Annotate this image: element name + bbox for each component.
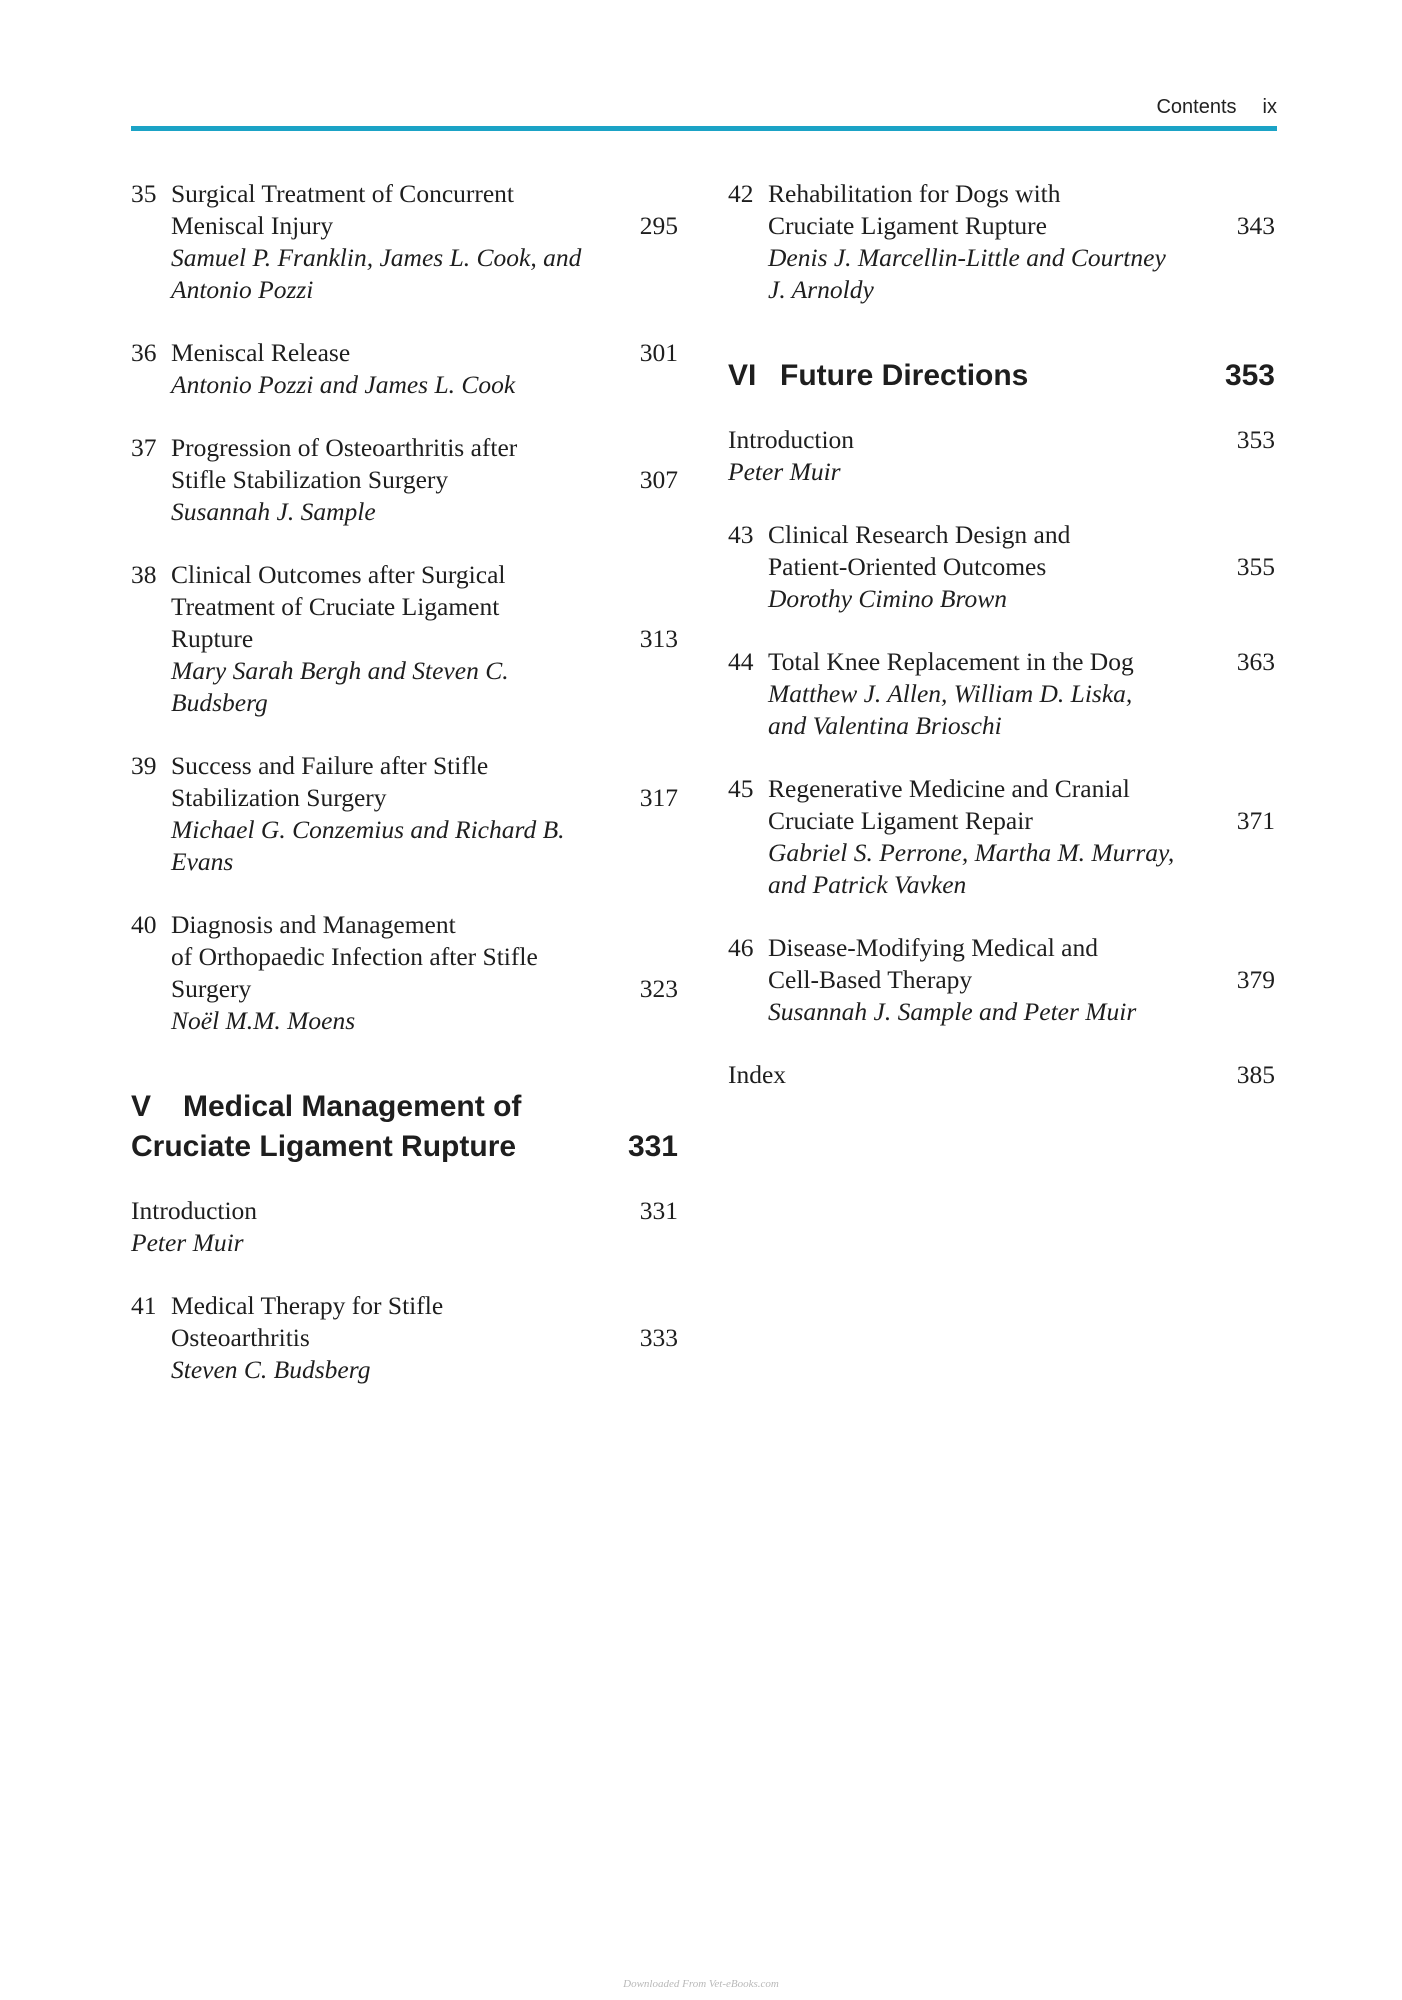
entry-page-number: 301 — [639, 338, 678, 367]
part-heading-row — [728, 356, 1275, 396]
entry-title: Surgical Treatment of Concurrent Meniscal Injury — [171, 179, 515, 240]
toc-title-row — [768, 519, 1275, 583]
toc-title-row — [768, 646, 1275, 678]
toc-title-row — [768, 773, 1275, 837]
part-heading — [728, 356, 1275, 396]
toc-entry-body — [171, 559, 678, 719]
entry-page-number: 331 — [639, 1196, 678, 1225]
entry-authors: Dorothy Cimino Brown — [768, 584, 1007, 613]
entry-page-number: 295 — [639, 211, 678, 240]
toc-left-column — [131, 178, 678, 1417]
entry-authors: Samuel P. Franklin, James L. Cook, and Antonio Pozzi — [171, 243, 582, 304]
entry-title: Meniscal Release — [171, 338, 351, 367]
entry-page-number: 371 — [1236, 806, 1275, 835]
toc-entry-row — [728, 646, 1275, 742]
footer-watermark: Downloaded From Vet-eBooks.com — [623, 1978, 779, 1990]
toc-right-column — [728, 178, 1275, 1122]
toc-entry-body — [171, 909, 678, 1037]
toc-title-row — [171, 909, 678, 1005]
entry-page-number: 363 — [1236, 647, 1275, 676]
entry-title: Regenerative Medicine and Cranial Cruciate Ligament Repair — [768, 774, 1130, 835]
part-number: V — [131, 1090, 152, 1123]
toc-title-row — [171, 750, 678, 814]
chapter-number: 45 — [728, 774, 754, 803]
toc-entry-body — [768, 932, 1275, 1028]
entry-page-number: 379 — [1236, 965, 1275, 994]
toc-entry-body — [171, 432, 678, 528]
part-heading-text — [728, 356, 1028, 396]
toc-entry-body — [768, 178, 1275, 306]
toc-entry-body — [728, 1059, 1275, 1091]
entry-title: Diagnosis and Management of Orthopaedic Infection after Stifle Surgery — [171, 910, 538, 1003]
toc-title-row — [171, 178, 678, 242]
chapter-number: 38 — [131, 560, 157, 589]
toc-title-row — [171, 432, 678, 496]
entry-page-number: 385 — [1236, 1060, 1275, 1089]
entry-title: Introduction — [728, 425, 855, 454]
toc-section-entry[interactable] — [131, 1195, 678, 1259]
toc-entry-row — [131, 750, 678, 878]
toc-chapter-entry[interactable] — [131, 559, 678, 719]
toc-entry-row — [728, 773, 1275, 901]
toc-title-row — [171, 559, 678, 655]
chapter-number: 41 — [131, 1291, 157, 1320]
toc-entry-body — [171, 337, 678, 401]
toc-title-row — [131, 1195, 678, 1227]
toc-chapter-entry[interactable] — [131, 337, 678, 401]
toc-chapter-entry[interactable] — [131, 178, 678, 306]
entry-authors: Matthew J. Allen, William D. Liska, and Valentina Brioschi — [768, 679, 1133, 740]
toc-chapter-entry[interactable] — [131, 432, 678, 528]
toc-entry-row — [131, 559, 678, 719]
toc-entry-row — [728, 932, 1275, 1028]
toc-entry-body — [171, 1290, 678, 1386]
chapter-number: 40 — [131, 910, 157, 939]
entry-authors: Peter Muir — [131, 1228, 244, 1257]
toc-chapter-entry[interactable] — [131, 1290, 678, 1386]
running-head-page-number: ix — [1262, 96, 1277, 118]
chapter-number: 36 — [131, 338, 157, 367]
toc-entry-row — [131, 909, 678, 1037]
toc-title-row — [728, 424, 1275, 456]
toc-chapter-entry[interactable] — [131, 750, 678, 878]
toc-entry-row — [131, 432, 678, 528]
entry-page-number: 333 — [639, 1323, 678, 1352]
entry-authors: Denis J. Marcellin-Little and Courtney J. Arnoldy — [768, 243, 1166, 304]
chapter-number: 37 — [131, 433, 157, 462]
entry-title: Index — [728, 1060, 787, 1089]
toc-title-row — [171, 1290, 678, 1354]
toc-chapter-entry[interactable] — [728, 519, 1275, 615]
entry-page-number: 317 — [639, 783, 678, 812]
chapter-number: 43 — [728, 520, 754, 549]
part-heading-text — [131, 1087, 521, 1167]
toc-title-row — [728, 1059, 1275, 1091]
part-title: Future Directions — [780, 359, 1029, 392]
entry-page-number: 307 — [639, 465, 678, 494]
entry-page-number: 323 — [639, 974, 678, 1003]
toc-chapter-entry[interactable] — [728, 646, 1275, 742]
toc-entry-body — [768, 519, 1275, 615]
toc-entry-row — [728, 178, 1275, 306]
part-number: VI — [728, 359, 757, 392]
toc-entry-row — [131, 1290, 678, 1386]
entry-title: Progression of Osteoarthritis after Stifle Stabilization Surgery — [171, 433, 518, 494]
toc-entry-body — [768, 773, 1275, 901]
entry-authors: Peter Muir — [728, 457, 841, 486]
toc-entry-row — [131, 337, 678, 401]
toc-chapter-entry[interactable] — [728, 178, 1275, 306]
toc-entry-row — [728, 1059, 1275, 1091]
toc-title-row — [768, 178, 1275, 242]
entry-authors: Steven C. Budsberg — [171, 1355, 371, 1384]
entry-authors: Mary Sarah Bergh and Steven C. Budsberg — [171, 656, 509, 717]
toc-entry-body — [171, 750, 678, 878]
toc-chapter-entry[interactable] — [728, 773, 1275, 901]
toc-entry-row — [728, 424, 1275, 488]
entry-authors: Noël M.M. Moens — [171, 1006, 356, 1035]
part-title: Medical Management of Cruciate Ligament Rupture — [131, 1090, 522, 1163]
toc-chapter-entry[interactable] — [728, 932, 1275, 1028]
toc-chapter-entry[interactable] — [131, 909, 678, 1037]
toc-entry-row — [728, 519, 1275, 615]
toc-entry-body — [131, 1195, 678, 1259]
toc-section-entry[interactable] — [728, 424, 1275, 488]
chapter-number: 39 — [131, 751, 157, 780]
part-page-number: 331 — [627, 1130, 678, 1163]
entry-title: Clinical Outcomes after Surgical Treatment of Cruciate Ligament Rupture — [171, 560, 506, 653]
entry-title: Success and Failure after Stifle Stabilization Surgery — [171, 751, 489, 812]
entry-authors: Susannah J. Sample — [171, 497, 376, 526]
entry-title: Introduction — [131, 1196, 258, 1225]
chapter-number: 35 — [131, 179, 157, 208]
chapter-number: 44 — [728, 647, 754, 676]
toc-title-row — [768, 932, 1275, 996]
entry-authors: Gabriel S. Perrone, Martha M. Murray, and Patrick Vavken — [768, 838, 1175, 899]
entry-page-number: 355 — [1236, 552, 1275, 581]
chapter-number: 46 — [728, 933, 754, 962]
toc-entry-body — [768, 646, 1275, 742]
running-head — [1156, 96, 1277, 119]
chapter-number: 42 — [728, 179, 754, 208]
toc-title-row — [171, 337, 678, 369]
part-page-number: 353 — [1224, 359, 1275, 392]
entry-authors: Susannah J. Sample and Peter Muir — [768, 997, 1137, 1026]
entry-title: Clinical Research Design and Patient-Oriented Outcomes — [768, 520, 1071, 581]
toc-entry-body — [728, 424, 1275, 488]
entry-title: Medical Therapy for Stifle Osteoarthritis — [171, 1291, 444, 1352]
entry-title: Rehabilitation for Dogs with Cruciate Ligament Rupture — [768, 179, 1061, 240]
running-head-section: Contents — [1156, 96, 1237, 118]
toc-section-entry[interactable] — [728, 1059, 1275, 1091]
entry-authors: Michael G. Conzemius and Richard B. Evans — [171, 815, 565, 876]
part-heading-row — [131, 1087, 678, 1167]
entry-page-number: 353 — [1236, 425, 1275, 454]
entry-title: Total Knee Replacement in the Dog — [768, 647, 1134, 676]
header-rule — [131, 126, 1277, 131]
toc-entry-row — [131, 178, 678, 306]
toc-entry-row — [131, 1195, 678, 1259]
entry-title: Disease-Modifying Medical and Cell-Based Therapy — [768, 933, 1098, 994]
entry-page-number: 313 — [639, 624, 678, 653]
part-heading — [131, 1087, 678, 1167]
entry-authors: Antonio Pozzi and James L. Cook — [171, 370, 516, 399]
toc-entry-body — [171, 178, 678, 306]
entry-page-number: 343 — [1236, 211, 1275, 240]
